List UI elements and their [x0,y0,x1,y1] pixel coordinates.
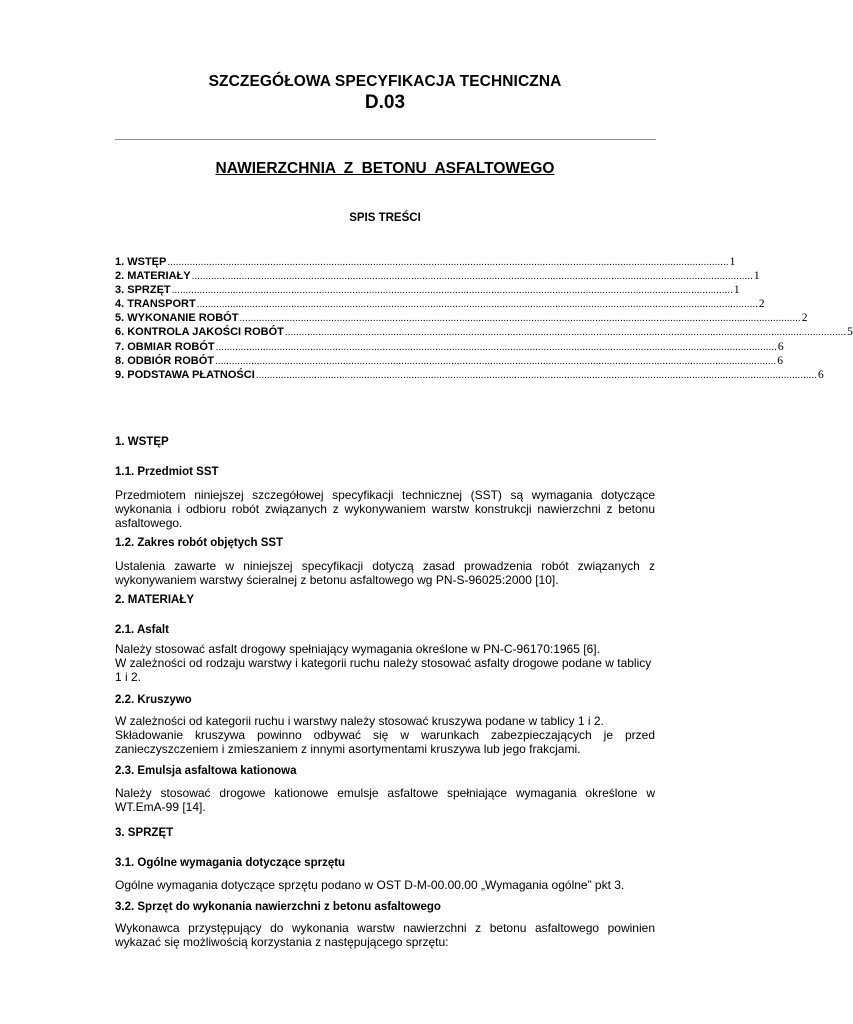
paragraph: Ustalenia zawarte w niniejszej specyfikacji dotyczą zasad prowadzenia robót związanych z wykonywaniem warstwy ścieralnej z betonu asfaltowego wg PN-S-96025:2000 [10]. [115,559,655,587]
subsection-heading: 2.2. Kruszywo [115,694,192,706]
toc-entry[interactable]: 6. KONTROLA JAKOŚCI ROBÓT .......................................................................................................................................................................................................... 5 [115,326,853,339]
subsection-heading: 3.2. Sprzęt do wykonania nawierzchni z betonu asfaltowego [115,901,441,913]
toc-leader: .......................................................................................................................................................................................................... [191,271,753,283]
subsection-heading: 1.1. Przedmiot SST [115,466,219,478]
toc-leader: .......................................................................................................................................................................................................... [239,313,801,325]
section-heading: 2. MATERIAŁY [115,594,195,606]
paragraph: W zależności od kategorii ruchu i warstwy należy stosować kruszywa podane w tablicy 1 i 2. [115,714,604,728]
toc-leader: .......................................................................................................................................................................................................... [284,327,847,339]
paragraph: Przedmiotem niniejszej szczegółowej specyfikacji technicznej (SST) są wymagania dotyczące wykonania i odbioru robót związanych z wykonywaniem warstw konstrukcji nawierzchni z betonu asfaltowego. [115,488,655,530]
toc-entry[interactable]: 1. WSTĘP .......................................................................................................................................................................................................... 1 [115,256,736,268]
paragraph: Wykonawca przystępujący do wykonania warstw nawierzchni z betonu asfaltowego powinien wykazać się możliwością korzystania z następującego sprzętu: [115,921,655,949]
document-code: D.03 [364,92,406,113]
toc-entry[interactable]: 5. WYKONANIE ROBÓT .......................................................................................................................................................................................................... 2 [115,312,808,325]
toc-leader: .......................................................................................................................................................................................................... [215,355,777,367]
toc-entry[interactable]: 2. MATERIAŁY .......................................................................................................................................................................................................... 1 [115,270,760,283]
paragraph: Składowanie kruszywa powinno odbywać się w warunkach zabezpieczających je przed zanieczyszczeniem i zmieszaniem z innymi asortymentami kruszywa lub jego frakcjami. [115,728,655,756]
toc-entry[interactable]: 3. SPRZĘT .......................................................................................................................................................................................................... 1 [115,284,740,297]
toc-leader: .......................................................................................................................................................................................................... [167,257,729,268]
toc-leader: .......................................................................................................................................................................................................... [196,299,758,311]
document-subject: NAWIERZCHNIA Z BETONU ASFALTOWEGO [215,160,555,177]
document-title: SZCZEGÓŁOWA SPECYFIKACJA TECHNICZNA [208,73,562,90]
section-heading: 1. WSTĘP [115,436,169,448]
table-of-contents [115,256,853,383]
title-divider [115,139,656,140]
toc-heading: SPIS TREŚCI [349,212,421,224]
subsection-heading: 3.1. Ogólne wymagania dotyczące sprzętu [115,857,346,869]
toc-leader: .......................................................................................................................................................................................................... [171,285,733,297]
toc-entry[interactable]: 8. ODBIÓR ROBÓT .......................................................................................................................................................................................................... 6 [115,354,783,367]
subsection-heading: 2.1. Asfalt [115,624,169,636]
paragraph: W zależności od rodzaju warstwy i kategorii ruchu należy stosować asfalty drogowe podane w tablicy 1 i 2. [115,656,652,684]
toc-leader: .......................................................................................................................................................................................................... [215,341,777,353]
paragraph: Należy stosować asfalt drogowy spełniający wymagania określone w PN-C-96170:1965 [6]. [115,642,600,656]
subsection-heading: 1.2. Zakres robót objętych SST [115,537,284,549]
subsection-heading: 2.3. Emulsja asfaltowa kationowa [115,765,297,777]
paragraph: Należy stosować drogowe kationowe emulsje asfaltowe spełniające wymagania określone w WT.EmA-99 [14]. [115,786,655,814]
toc-entry[interactable]: 4. TRANSPORT .......................................................................................................................................................................................................... 2 [115,298,765,311]
paragraph: Ogólne wymagania dotyczące sprzętu podano w OST D-M-00.00.00 „Wymagania ogólne” pkt 3. [115,878,625,892]
toc-entry[interactable]: 9. PODSTAWA PŁATNOŚCI .......................................................................................................................................................................................................... 6 [115,368,824,381]
toc-entry[interactable]: 7. OBMIAR ROBÓT .......................................................................................................................................................................................................... 6 [115,340,784,353]
toc-leader: .......................................................................................................................................................................................................... [255,369,817,381]
section-heading: 3. SPRZĘT [115,827,174,839]
